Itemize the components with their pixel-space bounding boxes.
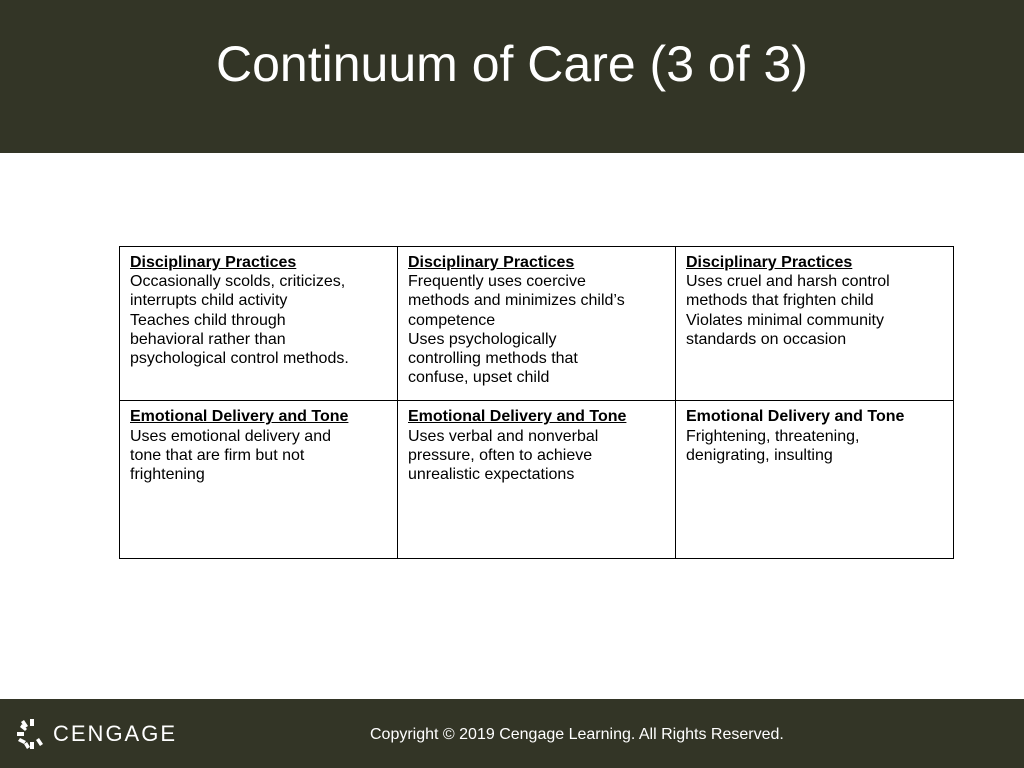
cengage-logo (15, 717, 177, 751)
cell-text-line: Uses psychologically (408, 330, 557, 348)
cell-heading: Emotional Delivery and Tone (686, 408, 905, 426)
cell-text-line: controlling methods that (408, 350, 578, 368)
table-cell (120, 247, 398, 401)
table-row (120, 247, 954, 401)
cell-text-line: behavioral rather than (130, 330, 286, 348)
cengage-logo-icon (15, 717, 49, 751)
copyright-notice: Copyright © 2019 Cengage Learning. All Rights Reserved. (370, 726, 784, 743)
cell-text-line: Uses cruel and harsh control (686, 273, 890, 291)
slide-title: Continuum of Care (3 of 3) (216, 36, 808, 92)
table-cell (398, 401, 676, 559)
cell-text-line: Uses verbal and nonverbal (408, 427, 599, 445)
cell-text-line: unrealistic expectations (408, 466, 575, 484)
cell-text-line: frightening (130, 466, 205, 484)
cell-text-line: Uses emotional delivery and (130, 427, 331, 445)
cell-text-line: Frightening, threatening, (686, 427, 860, 445)
table-cell (676, 401, 954, 559)
cell-text-line: competence (408, 311, 496, 329)
cell-text-line: denigrating, insulting (686, 446, 833, 464)
cell-text-line: psychological control methods. (130, 350, 349, 368)
cell-text-line: confuse, upset child (408, 369, 550, 387)
cell-heading: Emotional Delivery and Tone (130, 408, 349, 426)
cell-text-line: Teaches child through (130, 311, 286, 329)
cell-heading: Disciplinary Practices (130, 254, 297, 271)
title-banner (0, 0, 1024, 153)
table-cell (398, 247, 676, 401)
table-row (120, 401, 954, 559)
footer-bar (0, 699, 1024, 768)
cell-text-line: Occasionally scolds, criticizes, (130, 273, 346, 291)
cell-text-line: pressure, often to achieve (408, 446, 593, 464)
cell-heading: Emotional Delivery and Tone (408, 408, 627, 426)
cell-text-line: Violates minimal community (686, 311, 884, 329)
cell-text-line: Frequently uses coercive (408, 273, 586, 291)
table-cell (120, 401, 398, 559)
continuum-table-container (119, 246, 905, 559)
table-cell (676, 247, 954, 401)
logo-wordmark: CENGAGE (53, 721, 178, 746)
cell-text-line: interrupts child activity (130, 292, 288, 310)
cell-text-line: methods that frighten child (686, 292, 874, 310)
cell-text-line: standards on occasion (686, 330, 847, 348)
cell-heading: Disciplinary Practices (408, 254, 575, 271)
continuum-table (119, 246, 954, 559)
cell-text-line: methods and minimizes child’s (408, 292, 625, 310)
cell-text-line: tone that are firm but not (130, 446, 305, 464)
cell-heading: Disciplinary Practices (686, 254, 853, 271)
